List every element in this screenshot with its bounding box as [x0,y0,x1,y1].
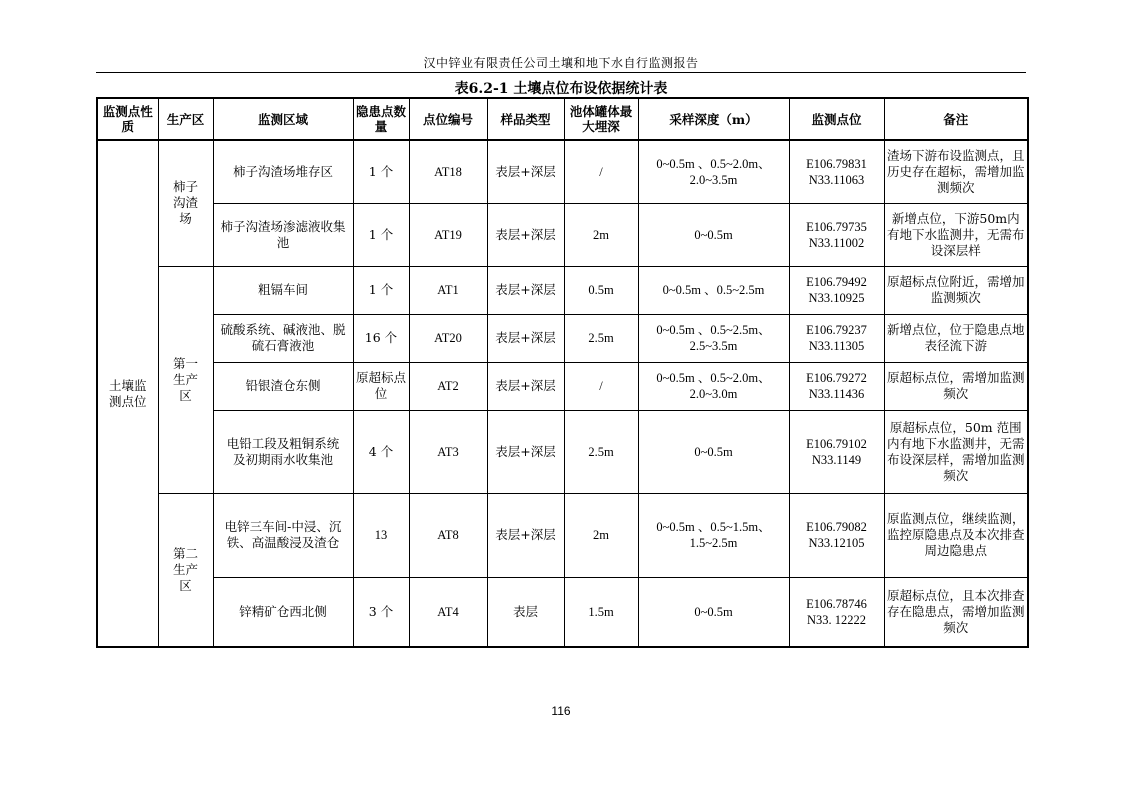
page-number: 116 [551,704,571,718]
table-row [97,577,1028,647]
max-depth-cell: / [564,362,638,410]
table-row [97,140,1028,203]
point-id-cell: AT4 [409,577,487,647]
col-header-max-depth: 池体罐体最大埋深 [564,98,638,140]
sampling-depth-cell: 0~0.5m [638,577,789,647]
point-id-cell: AT2 [409,362,487,410]
count-cell: 13 [353,493,409,577]
col-header-nature: 监测点性质 [97,98,158,140]
point-id-cell: AT8 [409,493,487,577]
coordinate-cell [789,314,884,362]
remark-cell: 原超标点位附近，需增加监测频次 [884,266,1028,314]
region-cell: 柿子沟渣场堆存区 [213,140,353,203]
sample-type-cell: 表层+深层 [487,203,564,266]
area-cell-second-production: 第二生产区 [158,493,213,647]
count-cell: 4 个 [353,410,409,493]
coordinate-cell [789,266,884,314]
count-cell: 1 个 [353,203,409,266]
max-depth-cell: 2.5m [564,410,638,493]
point-id-cell: AT18 [409,140,487,203]
col-header-coordinates: 监测点位 [789,98,884,140]
coord-e: E106.79272 [806,371,867,385]
table-row [97,410,1028,493]
coord-n: N33.11063 [808,172,865,187]
report-header-title: 汉中锌业有限责任公司土壤和地下水自行监测报告 [423,56,699,70]
coord-e: E106.78746 [806,596,867,611]
count-cell: 原超标点位 [353,362,409,410]
header-divider [96,72,1026,73]
coord-n: N33.11436 [808,387,865,401]
sampling-depth-cell: 0~0.5m 、0.5~2.0m、2.0~3.5m [638,140,789,203]
coordinate-cell [789,203,884,266]
coord-e: E106.79735 [806,219,867,234]
region-cell: 电铅工段及粗铜系统及初期雨水收集池 [213,410,353,493]
table-header-row [97,98,1028,140]
col-header-sample-type: 样品类型 [487,98,564,140]
soil-monitoring-table [96,97,1029,648]
max-depth-cell: 2.5m [564,314,638,362]
count-cell: 1 个 [353,140,409,203]
count-cell: 1 个 [353,266,409,314]
coord-n: N33.11002 [808,235,865,250]
point-id-cell: AT3 [409,410,487,493]
sample-type-cell: 表层+深层 [487,266,564,314]
coord-e: E106.79102 [806,436,867,451]
coordinate-cell [789,493,884,577]
sampling-depth-cell: 0~0.5m 、0.5~2.0m、2.0~3.0m [638,362,789,410]
coord-n: N33.11305 [808,339,865,353]
region-cell: 柿子沟渣场渗滤液收集池 [213,203,353,266]
coordinate-cell [789,362,884,410]
table-row [97,493,1028,577]
table-row [97,314,1028,362]
sample-type-cell: 表层+深层 [487,140,564,203]
coord-e: E106.79237 [806,323,867,337]
coordinate-cell [789,410,884,493]
coord-n: N33.1149 [811,452,862,467]
max-depth-cell: 2m [564,493,638,577]
nature-cell: 土壤监测点位 [97,140,158,647]
region-cell: 锌精矿仓西北侧 [213,577,353,647]
area-cell-shizigou: 柿子沟渣场 [158,140,213,266]
sampling-depth-cell: 0~0.5m 、0.5~1.5m、1.5~2.5m [638,493,789,577]
max-depth-cell: 2m [564,203,638,266]
remark-cell: 原超标点位，50m 范围内有地下水监测井，无需布设深层样，需增加监测频次 [884,410,1028,493]
remark-cell: 新增点位，下游50m内有地下水监测井，无需布设深层样 [884,203,1028,266]
sample-type-cell: 表层 [487,577,564,647]
region-cell: 硫酸系统、碱液池、脱硫石膏液池 [213,314,353,362]
coord-n: N33. 12222 [806,612,867,627]
point-id-cell: AT20 [409,314,487,362]
col-header-remarks: 备注 [884,98,1028,140]
remark-cell: 原监测点位，继续监测，监控原隐患点及本次排查周边隐患点 [884,493,1028,577]
col-header-point-id: 点位编号 [409,98,487,140]
count-cell: 3 个 [353,577,409,647]
coordinate-cell [789,140,884,203]
sampling-depth-cell: 0~0.5m [638,203,789,266]
col-header-hazard-count: 隐患点数量 [353,98,409,140]
region-cell: 电锌三车间-中浸、沉铁、高温酸浸及渣仓 [213,493,353,577]
col-header-region: 监测区域 [213,98,353,140]
max-depth-cell: 1.5m [564,577,638,647]
region-cell: 铅银渣仓东侧 [213,362,353,410]
max-depth-cell: 0.5m [564,266,638,314]
coord-n: N33.12105 [808,536,865,550]
sampling-depth-cell: 0~0.5m 、0.5~2.5m、2.5~3.5m [638,314,789,362]
table-title: 表6.2-1 土壤点位布设依据统计表 [454,81,668,97]
sampling-depth-cell: 0~0.5m [638,410,789,493]
table-row [97,266,1028,314]
coord-e: E106.79831 [806,156,867,171]
count-cell: 16 个 [353,314,409,362]
table-row [97,203,1028,266]
remark-cell: 渣场下游布设监测点，且历史存在超标，需增加监测频次 [884,140,1028,203]
sampling-depth-cell: 0~0.5m 、0.5~2.5m [638,266,789,314]
coordinate-cell [789,577,884,647]
sample-type-cell: 表层+深层 [487,314,564,362]
coord-n: N33.10925 [808,291,865,305]
region-cell: 粗镉车间 [213,266,353,314]
remark-cell: 原超标点位，且本次排查存在隐患点，需增加监测频次 [884,577,1028,647]
max-depth-cell: / [564,140,638,203]
sample-type-cell: 表层+深层 [487,410,564,493]
coord-e: E106.79082 [806,520,867,534]
col-header-sampling-depth: 采样深度（m） [638,98,789,140]
col-header-production-area: 生产区 [158,98,213,140]
remark-cell: 新增点位，位于隐患点地表径流下游 [884,314,1028,362]
area-cell-first-production: 第一生产区 [158,266,213,493]
point-id-cell: AT1 [409,266,487,314]
sample-type-cell: 表层+深层 [487,362,564,410]
table-row [97,362,1028,410]
coord-e: E106.79492 [806,275,867,289]
remark-cell: 原超标点位，需增加监测频次 [884,362,1028,410]
sample-type-cell: 表层+深层 [487,493,564,577]
point-id-cell: AT19 [409,203,487,266]
